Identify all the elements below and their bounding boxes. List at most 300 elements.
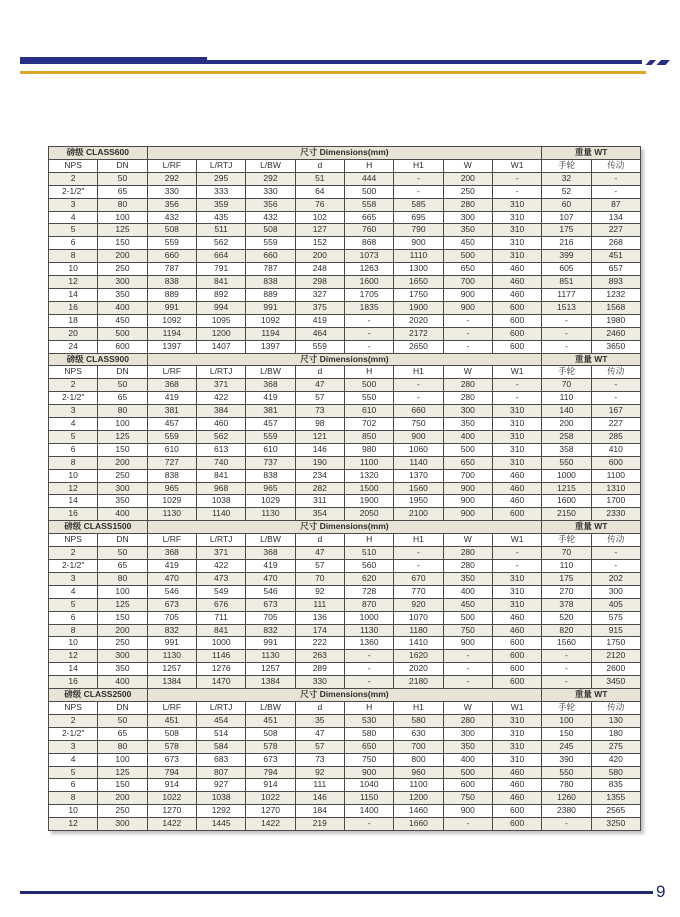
value-cell: 200: [443, 172, 492, 185]
value-cell: 1130: [344, 624, 393, 637]
value-cell: 1029: [246, 495, 295, 508]
value-cell: 310: [492, 405, 541, 418]
value-cell: 750: [443, 792, 492, 805]
table-row: [49, 560, 641, 573]
table-row: [49, 740, 641, 753]
value-cell: 80: [98, 740, 147, 753]
value-cell: 705: [147, 611, 196, 624]
value-cell: 508: [246, 727, 295, 740]
value-cell: 559: [147, 430, 196, 443]
value-cell: 900: [443, 288, 492, 301]
column-header-cell: L/RF: [147, 366, 196, 379]
table-row: [49, 314, 641, 327]
value-cell: 14: [49, 495, 98, 508]
value-cell: 600: [492, 508, 541, 521]
value-cell: 405: [591, 598, 640, 611]
value-cell: 460: [492, 792, 541, 805]
value-cell: 700: [443, 276, 492, 289]
value-cell: 451: [147, 714, 196, 727]
value-cell: 1600: [542, 495, 591, 508]
value-cell: 1397: [147, 340, 196, 353]
value-cell: 1700: [591, 495, 640, 508]
value-cell: 575: [591, 611, 640, 624]
column-header-cell: DN: [98, 366, 147, 379]
value-cell: -: [443, 340, 492, 353]
value-cell: 356: [147, 198, 196, 211]
value-cell: 2180: [394, 676, 443, 689]
value-cell: 350: [98, 495, 147, 508]
value-cell: 3: [49, 740, 98, 753]
value-cell: 1177: [542, 288, 591, 301]
value-cell: 991: [147, 301, 196, 314]
value-cell: 1276: [196, 663, 245, 676]
value-cell: 832: [246, 624, 295, 637]
weight-label-cell: 重量 WT: [542, 353, 641, 366]
value-cell: 727: [147, 456, 196, 469]
column-header-cell: d: [295, 701, 344, 714]
value-cell: 432: [246, 211, 295, 224]
value-cell: 4: [49, 418, 98, 431]
value-cell: -: [542, 650, 591, 663]
value-cell: 227: [591, 418, 640, 431]
value-cell: 268: [591, 237, 640, 250]
value-cell: 1513: [542, 301, 591, 314]
value-cell: 310: [492, 727, 541, 740]
value-cell: 57: [295, 392, 344, 405]
column-header-cell: W1: [492, 159, 541, 172]
value-cell: 292: [147, 172, 196, 185]
column-header-cell: L/RTJ: [196, 534, 245, 547]
column-header-cell: 传动: [591, 534, 640, 547]
value-cell: 610: [344, 405, 393, 418]
value-cell: 900: [443, 495, 492, 508]
column-header-cell: L/BW: [246, 159, 295, 172]
value-cell: 600: [492, 327, 541, 340]
value-cell: -: [443, 818, 492, 831]
value-cell: 354: [295, 508, 344, 521]
column-header-cell: H: [344, 366, 393, 379]
value-cell: 838: [147, 276, 196, 289]
value-cell: 1620: [394, 650, 443, 663]
value-cell: 419: [147, 392, 196, 405]
column-header-cell: H: [344, 534, 393, 547]
value-cell: 87: [591, 198, 640, 211]
value-cell: 3: [49, 405, 98, 418]
value-cell: 1095: [196, 314, 245, 327]
table-row: [49, 753, 641, 766]
value-cell: 4: [49, 753, 98, 766]
value-cell: 350: [443, 224, 492, 237]
column-header-row: [49, 159, 641, 172]
value-cell: 311: [295, 495, 344, 508]
value-cell: 450: [98, 314, 147, 327]
value-cell: 1560: [394, 482, 443, 495]
value-cell: 770: [394, 585, 443, 598]
column-header-cell: L/RTJ: [196, 159, 245, 172]
value-cell: 1384: [147, 676, 196, 689]
value-cell: 1022: [246, 792, 295, 805]
value-cell: 16: [49, 301, 98, 314]
value-cell: 610: [246, 443, 295, 456]
value-cell: 6: [49, 611, 98, 624]
value-cell: 65: [98, 727, 147, 740]
value-cell: 2-1/2": [49, 392, 98, 405]
value-cell: 673: [246, 753, 295, 766]
value-cell: 841: [196, 624, 245, 637]
value-cell: 2: [49, 379, 98, 392]
value-cell: 3: [49, 198, 98, 211]
value-cell: 820: [542, 624, 591, 637]
value-cell: 1180: [394, 624, 443, 637]
value-cell: 10: [49, 263, 98, 276]
value-cell: 102: [295, 211, 344, 224]
value-cell: 1355: [591, 792, 640, 805]
value-cell: 234: [295, 469, 344, 482]
section-header-row: [49, 147, 641, 160]
value-cell: 500: [443, 766, 492, 779]
value-cell: 20: [49, 327, 98, 340]
value-cell: 200: [295, 250, 344, 263]
value-cell: 1194: [147, 327, 196, 340]
value-cell: 1070: [394, 611, 443, 624]
value-cell: 559: [246, 237, 295, 250]
table-row: [49, 547, 641, 560]
value-cell: 1215: [542, 482, 591, 495]
table-row: [49, 663, 641, 676]
value-cell: 245: [542, 740, 591, 753]
value-cell: 250: [443, 185, 492, 198]
value-cell: 289: [295, 663, 344, 676]
value-cell: 10: [49, 469, 98, 482]
section-header-row: [49, 521, 641, 534]
value-cell: 310: [492, 224, 541, 237]
value-cell: 152: [295, 237, 344, 250]
value-cell: 300: [443, 405, 492, 418]
value-cell: 1029: [147, 495, 196, 508]
value-cell: 70: [542, 547, 591, 560]
table-row: [49, 443, 641, 456]
class-label-cell: 磅级 CLASS600: [49, 147, 148, 160]
value-cell: 310: [492, 198, 541, 211]
value-cell: 1900: [394, 301, 443, 314]
value-cell: 1260: [542, 792, 591, 805]
value-cell: 558: [344, 198, 393, 211]
value-cell: 1320: [344, 469, 393, 482]
value-cell: 1422: [147, 818, 196, 831]
value-cell: 150: [98, 443, 147, 456]
value-cell: 893: [591, 276, 640, 289]
value-cell: 6: [49, 443, 98, 456]
value-cell: 258: [542, 430, 591, 443]
value-cell: 70: [295, 572, 344, 585]
value-cell: -: [394, 185, 443, 198]
value-cell: 807: [196, 766, 245, 779]
table-row: [49, 508, 641, 521]
value-cell: 550: [542, 456, 591, 469]
value-cell: -: [542, 663, 591, 676]
value-cell: 125: [98, 224, 147, 237]
table-row: [49, 650, 641, 663]
table-row: [49, 676, 641, 689]
value-cell: 298: [295, 276, 344, 289]
value-cell: 248: [295, 263, 344, 276]
value-cell: 920: [394, 598, 443, 611]
column-header-cell: NPS: [49, 701, 98, 714]
weight-label-cell: 重量 WT: [542, 147, 641, 160]
value-cell: 549: [196, 585, 245, 598]
value-cell: 600: [492, 314, 541, 327]
value-cell: 310: [492, 598, 541, 611]
value-cell: 1460: [394, 805, 443, 818]
value-cell: -: [542, 314, 591, 327]
value-cell: 510: [344, 547, 393, 560]
value-cell: 100: [542, 714, 591, 727]
value-cell: 50: [98, 379, 147, 392]
column-header-cell: L/RF: [147, 159, 196, 172]
value-cell: 700: [394, 740, 443, 753]
value-cell: 146: [295, 792, 344, 805]
value-cell: 546: [147, 585, 196, 598]
dimensions-label-cell: 尺寸 Dimensions(mm): [147, 353, 542, 366]
header-bar-thick: [20, 57, 207, 64]
value-cell: 65: [98, 392, 147, 405]
value-cell: 630: [394, 727, 443, 740]
value-cell: 57: [295, 560, 344, 573]
value-cell: 508: [246, 224, 295, 237]
value-cell: -: [542, 818, 591, 831]
value-cell: -: [344, 340, 393, 353]
value-cell: 559: [295, 340, 344, 353]
value-cell: -: [394, 172, 443, 185]
value-cell: 98: [295, 418, 344, 431]
value-cell: 150: [542, 727, 591, 740]
value-cell: 200: [98, 250, 147, 263]
column-header-cell: H1: [394, 366, 443, 379]
value-cell: 358: [542, 443, 591, 456]
value-cell: 5: [49, 430, 98, 443]
value-cell: -: [591, 560, 640, 573]
value-cell: 125: [98, 598, 147, 611]
value-cell: -: [492, 185, 541, 198]
value-cell: 410: [591, 443, 640, 456]
value-cell: 870: [344, 598, 393, 611]
value-cell: 14: [49, 663, 98, 676]
header-gold-line: [20, 71, 646, 75]
value-cell: 750: [443, 624, 492, 637]
value-cell: 127: [295, 224, 344, 237]
value-cell: 5: [49, 598, 98, 611]
value-cell: 514: [196, 727, 245, 740]
value-cell: 500: [98, 327, 147, 340]
value-cell: 300: [443, 727, 492, 740]
value-cell: 184: [295, 805, 344, 818]
table-row: [49, 456, 641, 469]
column-header-cell: 手轮: [542, 159, 591, 172]
column-header-cell: H: [344, 159, 393, 172]
table-row: [49, 482, 641, 495]
value-cell: 76: [295, 198, 344, 211]
dimensions-label-cell: 尺寸 Dimensions(mm): [147, 689, 542, 702]
value-cell: 460: [492, 469, 541, 482]
value-cell: 50: [98, 547, 147, 560]
column-header-cell: W1: [492, 701, 541, 714]
column-header-cell: L/BW: [246, 534, 295, 547]
value-cell: 1705: [344, 288, 393, 301]
value-cell: 2380: [542, 805, 591, 818]
column-header-cell: W1: [492, 366, 541, 379]
value-cell: 914: [246, 779, 295, 792]
column-header-row: [49, 701, 641, 714]
value-cell: 50: [98, 714, 147, 727]
value-cell: 371: [196, 547, 245, 560]
column-header-cell: H1: [394, 159, 443, 172]
value-cell: 2: [49, 714, 98, 727]
value-cell: 900: [443, 508, 492, 521]
table-row: [49, 585, 641, 598]
value-cell: -: [542, 676, 591, 689]
table-row: [49, 611, 641, 624]
table-row: [49, 572, 641, 585]
value-cell: 12: [49, 276, 98, 289]
value-cell: 110: [542, 560, 591, 573]
value-cell: 451: [246, 714, 295, 727]
value-cell: 64: [295, 185, 344, 198]
value-cell: 174: [295, 624, 344, 637]
value-cell: 1560: [542, 637, 591, 650]
table-row: [49, 379, 641, 392]
value-cell: 92: [295, 585, 344, 598]
value-cell: 2-1/2": [49, 185, 98, 198]
value-cell: 146: [295, 443, 344, 456]
value-cell: 2-1/2": [49, 560, 98, 573]
value-cell: 889: [246, 288, 295, 301]
value-cell: 5: [49, 766, 98, 779]
value-cell: -: [443, 314, 492, 327]
value-cell: 960: [394, 766, 443, 779]
value-cell: 650: [344, 740, 393, 753]
column-header-cell: L/RTJ: [196, 366, 245, 379]
value-cell: 73: [295, 405, 344, 418]
value-cell: 80: [98, 572, 147, 585]
value-cell: 16: [49, 508, 98, 521]
value-cell: -: [542, 327, 591, 340]
value-cell: 605: [542, 263, 591, 276]
value-cell: 1750: [591, 637, 640, 650]
value-cell: 250: [98, 805, 147, 818]
value-cell: 750: [394, 418, 443, 431]
value-cell: 580: [394, 714, 443, 727]
value-cell: 460: [492, 611, 541, 624]
value-cell: 1200: [394, 792, 443, 805]
value-cell: 460: [492, 766, 541, 779]
value-cell: 32: [542, 172, 591, 185]
class-label-cell: 磅级 CLASS900: [49, 353, 148, 366]
value-cell: -: [443, 327, 492, 340]
value-cell: 550: [344, 392, 393, 405]
value-cell: 444: [344, 172, 393, 185]
value-cell: 378: [542, 598, 591, 611]
value-cell: 900: [344, 766, 393, 779]
value-cell: 111: [295, 779, 344, 792]
value-cell: 900: [443, 805, 492, 818]
value-cell: 368: [246, 379, 295, 392]
column-header-cell: L/BW: [246, 366, 295, 379]
value-cell: 1310: [591, 482, 640, 495]
value-cell: 300: [98, 650, 147, 663]
value-cell: 419: [295, 314, 344, 327]
column-header-cell: 传动: [591, 366, 640, 379]
value-cell: 47: [295, 379, 344, 392]
value-cell: 1407: [196, 340, 245, 353]
value-cell: 1650: [394, 276, 443, 289]
value-cell: 1422: [246, 818, 295, 831]
value-cell: 550: [542, 766, 591, 779]
value-cell: 121: [295, 430, 344, 443]
value-cell: 140: [542, 405, 591, 418]
value-cell: 1092: [246, 314, 295, 327]
value-cell: 100: [98, 753, 147, 766]
column-header-cell: NPS: [49, 366, 98, 379]
table-row: [49, 779, 641, 792]
value-cell: 330: [147, 185, 196, 198]
value-cell: 6: [49, 237, 98, 250]
value-cell: 500: [443, 443, 492, 456]
value-cell: 750: [344, 753, 393, 766]
value-cell: 1300: [394, 263, 443, 276]
value-cell: 705: [246, 611, 295, 624]
value-cell: 914: [147, 779, 196, 792]
value-cell: 702: [344, 418, 393, 431]
value-cell: 310: [492, 714, 541, 727]
value-cell: 310: [492, 456, 541, 469]
value-cell: -: [394, 392, 443, 405]
value-cell: 728: [344, 585, 393, 598]
value-cell: 613: [196, 443, 245, 456]
value-cell: -: [344, 650, 393, 663]
value-cell: -: [591, 379, 640, 392]
table-row: [49, 263, 641, 276]
value-cell: 965: [147, 482, 196, 495]
value-cell: 280: [443, 379, 492, 392]
value-cell: 2600: [591, 663, 640, 676]
value-cell: 673: [246, 598, 295, 611]
header-bar-slash-icon: [646, 60, 656, 65]
value-cell: 12: [49, 482, 98, 495]
value-cell: 375: [295, 301, 344, 314]
value-cell: 1370: [394, 469, 443, 482]
column-header-cell: W: [443, 366, 492, 379]
value-cell: 1263: [344, 263, 393, 276]
column-header-cell: NPS: [49, 159, 98, 172]
value-cell: 285: [591, 430, 640, 443]
value-cell: 794: [147, 766, 196, 779]
value-cell: 791: [196, 263, 245, 276]
value-cell: 310: [492, 572, 541, 585]
value-cell: -: [492, 379, 541, 392]
value-cell: 740: [196, 456, 245, 469]
value-cell: 560: [344, 560, 393, 573]
value-cell: 420: [591, 753, 640, 766]
table-row: [49, 469, 641, 482]
value-cell: 292: [246, 172, 295, 185]
value-cell: 1073: [344, 250, 393, 263]
value-cell: 5: [49, 224, 98, 237]
value-cell: 111: [295, 598, 344, 611]
value-cell: 52: [542, 185, 591, 198]
value-cell: 2565: [591, 805, 640, 818]
value-cell: -: [591, 185, 640, 198]
value-cell: 1835: [344, 301, 393, 314]
